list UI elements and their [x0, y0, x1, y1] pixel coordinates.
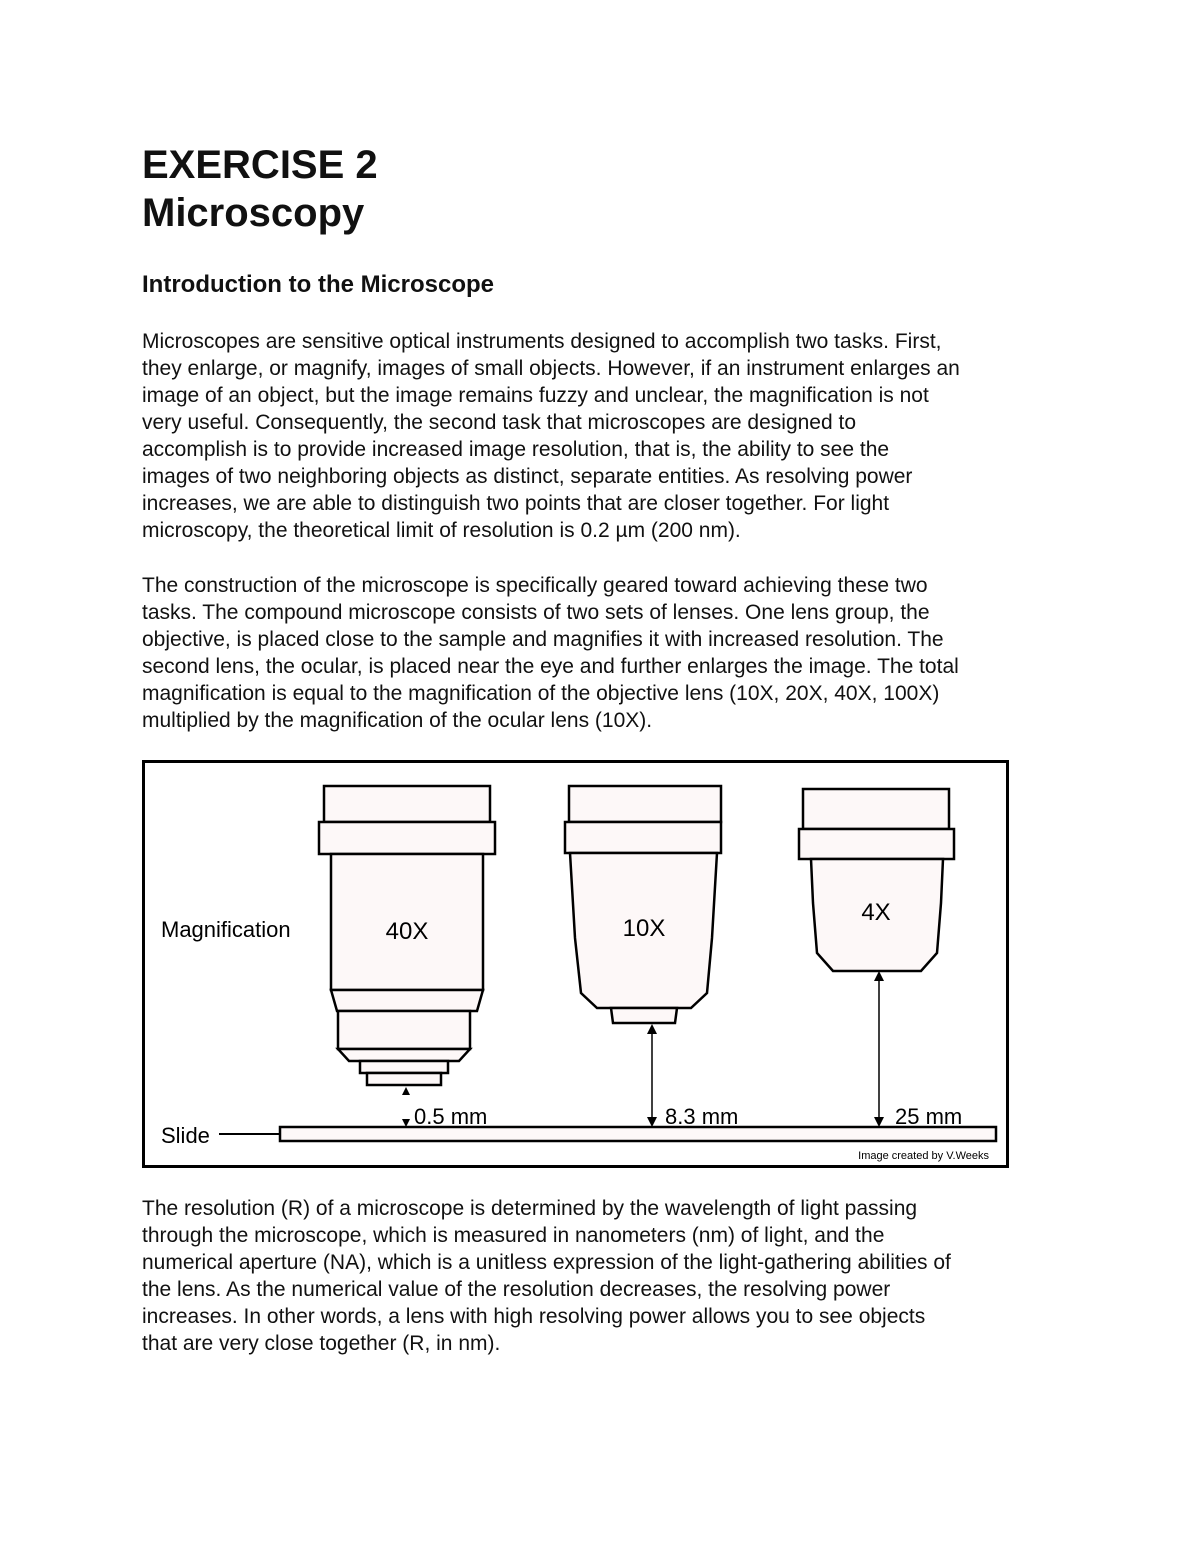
- objectives-diagram: [145, 763, 1006, 1165]
- exercise-title: EXERCISE 2: [142, 143, 378, 187]
- paragraph-line: magnification is equal to the magnification of the objective lens (10X, 20X, 40X, 100X): [142, 682, 940, 705]
- paragraph-line: increases, we are able to distinguish two points that are closer together. For light: [142, 492, 890, 515]
- paragraph-line: The resolution (R) of a microscope is determined by the wavelength of light passing: [142, 1197, 918, 1220]
- paragraph-line: very useful. Consequently, the second task that microscopes are designed to: [142, 411, 857, 434]
- working-distance-4x: 25 mm: [895, 1104, 963, 1129]
- paragraph-line: tasks. The compound microscope consists of two sets of lenses. One lens group, the: [142, 601, 930, 624]
- paragraph-line: the lens. As the numerical value of the resolution decreases, the resolving power: [142, 1278, 891, 1301]
- slide-label: Slide: [161, 1123, 210, 1148]
- paragraph-line: increases. In other words, a lens with high resolving power allows you to see objects: [142, 1305, 926, 1328]
- paragraph-line: images of two neighboring objects as distinct, separate entities. As resolving power: [142, 465, 913, 488]
- paragraph-line: objective, is placed close to the sample and magnifies it with increased resolution. The: [142, 628, 944, 651]
- paragraph-line: multiplied by the magnification of the ocular lens (10X).: [142, 709, 653, 732]
- paragraph-line: accomplish is to provide increased image resolution, that is, the ability to see the: [142, 438, 890, 461]
- image-credit: Image created by V.Weeks: [858, 1150, 989, 1162]
- paragraph-line: they enlarge, or magnify, images of small objects. However, if an instrument enlarges an: [142, 357, 960, 380]
- paragraph-line: Microscopes are sensitive optical instruments designed to accomplish two tasks. First,: [142, 330, 942, 353]
- section-heading: Introduction to the Microscope: [142, 271, 494, 298]
- objectives-figure: [142, 760, 1009, 1168]
- objective-10x: [565, 786, 721, 1023]
- working-distance-10x: 8.3 mm: [665, 1104, 739, 1129]
- arrow-8-3mm: [647, 1024, 657, 1127]
- paragraph-line: second lens, the ocular, is placed near the eye and further enlarges the image. The total: [142, 655, 959, 678]
- magnification-4x: 4X: [861, 899, 891, 926]
- paragraph-line: that are very close together (R, in nm).: [142, 1332, 501, 1355]
- exercise-subtitle: Microscopy: [142, 191, 365, 235]
- magnification-label: Magnification: [161, 917, 291, 942]
- arrow-25mm: [874, 971, 884, 1127]
- paragraph-line: The construction of the microscope is specifically geared toward achieving these two: [142, 574, 928, 597]
- slide: [280, 1127, 996, 1141]
- working-distance-40x: 0.5 mm: [414, 1104, 488, 1129]
- paragraph-line: through the microscope, which is measured in nanometers (nm) of light, and the: [142, 1224, 885, 1247]
- paragraph-line: numerical aperture (NA), which is a unitless expression of the light-gathering abilities of: [142, 1251, 951, 1274]
- paragraph-line: microscopy, the theoretical limit of resolution is 0.2 µm (200 nm).: [142, 519, 741, 542]
- magnification-10x: 10X: [622, 915, 666, 942]
- magnification-40x: 40X: [385, 918, 429, 945]
- paragraph-line: image of an object, but the image remains fuzzy and unclear, the magnification is not: [142, 384, 929, 407]
- arrow-0-5mm: [402, 1087, 410, 1127]
- objective-4x: [799, 789, 954, 971]
